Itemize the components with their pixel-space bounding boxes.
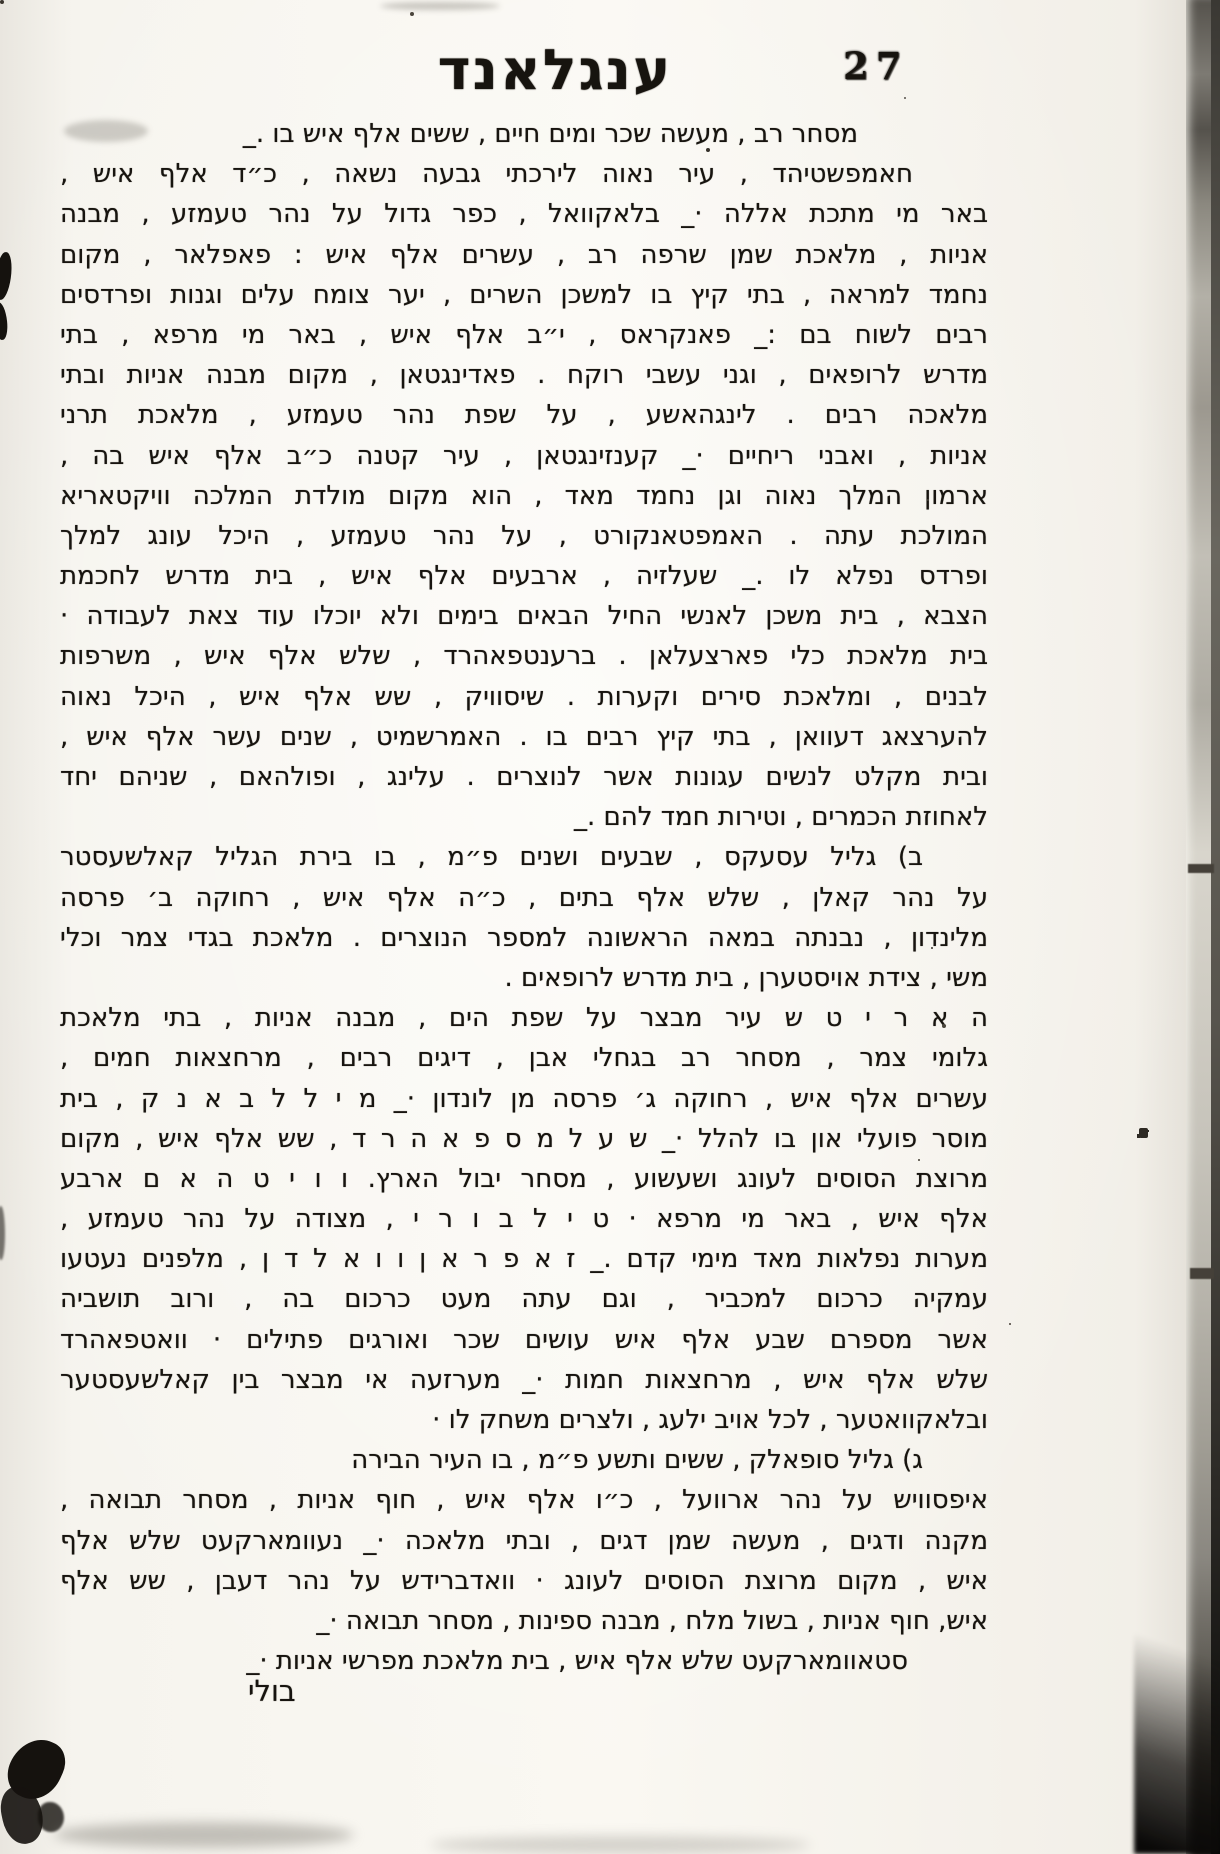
- scan-smudge: [54, 1822, 354, 1848]
- text-line: ב) גליל עסעקס , שבעים ושנים פ״מ , בו בירת הגליל קאלשעסטר: [60, 842, 923, 873]
- text-line: ופרדס נפלא לו ._ שעלזיה , ארבעים אלף איש , בית מדרש לחכמת: [60, 561, 988, 592]
- text-line: באר מי מתכת אללה ·_ בלאקוואל , כפר גדול על נהר טעמזע , מבנה: [60, 199, 988, 230]
- text-line: המולכת עתה . האמפטאנקורט , על נהר טעמזע , היכל עונג למלך: [60, 520, 988, 551]
- text-line: מלאכה רבים . לינגהאשע , על שפת נהר טעמזע , מלאכת תרני: [60, 400, 988, 431]
- text-line: מלינדון , נבנתה במאה הראשונה למספר הנוצרים . מלאכת בגדי צמר וכלי: [60, 922, 988, 953]
- page-title: ענגלאנד: [437, 38, 673, 103]
- scan-edge-tick: [1188, 864, 1214, 873]
- text-line: מסחר רב , מעשה שכר ומים חיים , ששים אלף איש בו ._: [242, 119, 858, 149]
- page-number: 27: [843, 44, 909, 88]
- text-line: סטאוומארקעט שלש אלף איש , בית מלאכת מפרשי אניות ·_: [246, 1646, 908, 1677]
- text-line: ובלאקוואטער , לכל אויב ילעג , ולצרים משחק לו ·: [432, 1405, 988, 1435]
- scan-corner-bottom-right: [1134, 1624, 1220, 1854]
- scan-blot-left: [0, 1206, 5, 1260]
- text-line: בית מלאכת כלי פארצעלאן . ברענטפאהרד , שלש אלף איש , משרפות: [60, 641, 988, 672]
- scan-smudge: [430, 1836, 810, 1854]
- paper-specks: [0, 0, 4, 4]
- text-line: ה א ר י ט ש עיר מבצר על שפת הים , מבנה אניות , בתי מלאכת: [60, 1003, 988, 1034]
- text-line: הצבא , בית משכן לאנשי החיל הבאים בימים ולא יוכלו עוד צאת לעבודה ·: [60, 601, 988, 632]
- text-line: אניות , ואבני ריחיים ·_ קענזינגטאן , עיר קטנה כ״ב אלף איש בה ,: [60, 440, 988, 471]
- scan-smudge: [64, 120, 148, 142]
- text-line: מוסר פועלי און בו להלל ·_ ש ע ל מ ס פ א ה ר ד , שש אלף איש , מקום: [60, 1123, 988, 1154]
- text-line: שלש אלף איש , מרחצאות חמות ·_ מערזעה אי מבצר בין קאלשעסטער: [60, 1364, 988, 1395]
- text-line: גלומי צמר , מסחר רב בגחלי אבן , דיגים רבים , מרחצאות חמים ,: [60, 1043, 988, 1074]
- body-text: [60, 114, 988, 1681]
- text-line: על נהר קאלן , שלש אלף בתים , כ״ה אלף איש , רחוקה ב׳ פרסה: [60, 882, 988, 913]
- scan-blot-left: [0, 301, 9, 340]
- text-line: לאחוזת הכמרים , וטירות חמד להם ._: [573, 802, 988, 833]
- scan-edge-tick: [1190, 1268, 1214, 1279]
- text-line: מקנה ודגים , מעשה שמן דגים , ובתי מלאכה ·_ נעוומארקעט שלש אלף: [60, 1525, 988, 1556]
- text-line: אשר מספרם שבע אלף איש עושים שכר ואורגים פתילים · וואטפאהרד: [60, 1324, 988, 1355]
- text-line: אניות , מלאכת שמן שרפה רב , עשרים אלף איש : פאפלאר , מקום: [60, 239, 988, 270]
- text-line: מדרש לרופאים , וגני עשבי רוקח . פאדינגטאן , מקום מבנה אניות ובתי: [60, 360, 988, 391]
- text-line: לבנים , ומלאכת סירים וקערות . שיסוויק , שש אלף איש , היכל נאוה: [60, 681, 988, 712]
- text-line: איש , מקום מרוצת הסוסים לעונג · וואדברידש על נהר דעבן , שש אלף: [60, 1565, 988, 1596]
- text-line: איש, חוף אניות , בשול מלח , מבנה ספינות , מסחר תבואה ·_: [316, 1605, 988, 1636]
- text-line: להערצאג דעוואן , בתי קיץ רבים בו . האמרשמיט , שנים עשר אלף איש ,: [60, 721, 988, 752]
- text-line: איפסוויש על נהר ארוועל , כ״ו אלף איש , חוף אניות , מסחר תבואה ,: [60, 1485, 988, 1516]
- text-line: עמקיה כרכום למכביר , וגם עתה מעט כרכום בה , ורוב תושביה: [60, 1284, 988, 1315]
- scan-edge-right: [1186, 0, 1220, 1854]
- catchword: בולי: [248, 1674, 296, 1708]
- text-line: עשרים אלף איש , רחוקה ג׳ פרסה מן לונדון ·_ מ י ל ל ב א נ ק , בית: [60, 1083, 988, 1114]
- scan-smudge: [380, 2, 500, 10]
- scan-blot-bottom-left: [38, 1802, 64, 1832]
- text-line: אלף איש , באר מי מרפא · ט י ל ב ו ר י , מצודה על נהר טעמזע ,: [60, 1204, 988, 1235]
- text-line: ארמון המלך נאוה וגן נחמד מאד , הוא מקום מולדת המלכה וויקטאריא: [60, 480, 988, 511]
- text-line: רבים לשוח בם :_ פאנקראס , י״ב אלף איש , באר מי מרפא , בתי: [60, 319, 988, 350]
- text-line: ג) גליל סופאלק , ששים ותשע פ״מ , בו העיר הבירה: [351, 1445, 923, 1476]
- text-line: משי , צידת אויסטערן , בית מדרש לרופאים .: [504, 962, 988, 993]
- text-line: חאמפשטיהד , עיר נאוה לירכתי גבעה נשאה , כ״ד אלף איש ,: [60, 159, 913, 190]
- text-line: ובית מקלט לנשים עגונות אשר לנוצרים . עלינג , ופולהאם , שניהם יחד: [60, 762, 988, 792]
- text-line: נחמד למראה , בתי קיץ בו למשכן השרים , יער צומח עלים וגנות ופרדסים: [60, 279, 988, 310]
- text-line: מרוצת הסוסים לעונג ושעשוע , מסחר יבול הארץ. ו ו י ט ה א ם ארבע: [60, 1163, 988, 1194]
- scan-blot-left: [0, 251, 14, 301]
- ink-speck: [1139, 1128, 1148, 1138]
- text-line: מערות נפלאות מאד מימי קדם ._ ז א פ ר א ן ו ו א ל ד ן , מלפנים נעטעו: [60, 1244, 988, 1275]
